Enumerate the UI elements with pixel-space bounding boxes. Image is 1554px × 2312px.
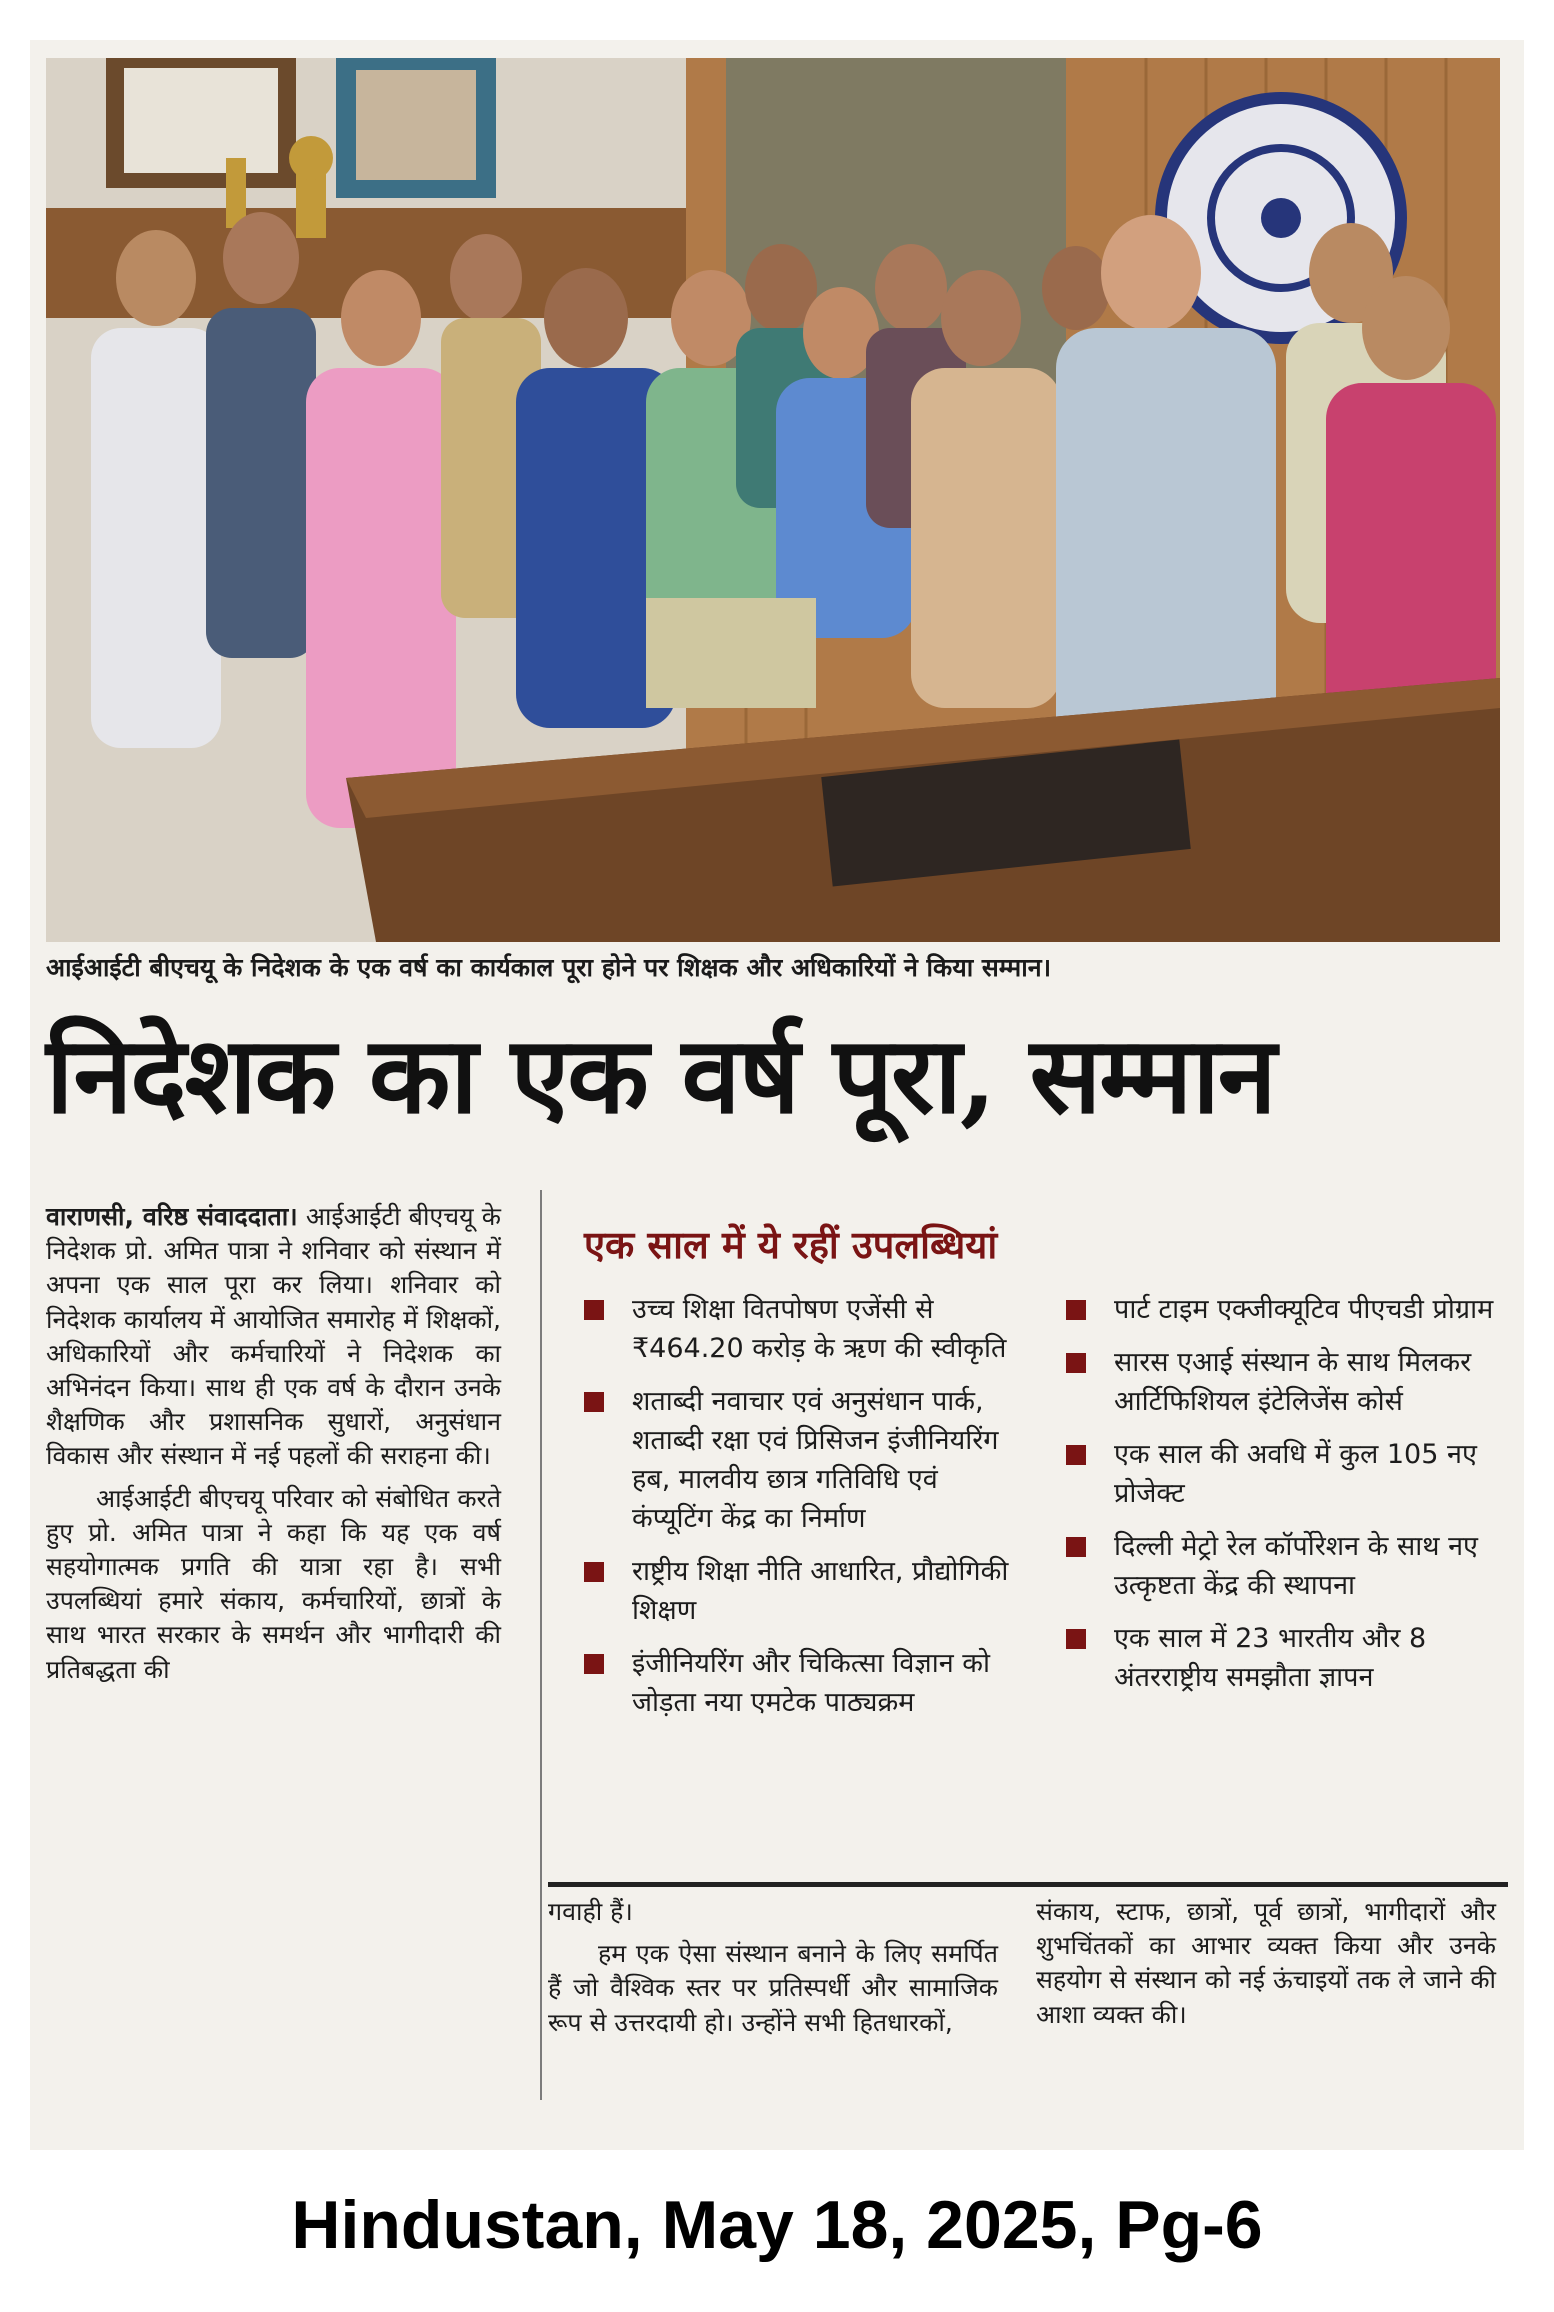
article-paragraph: संकाय, स्टाफ, छात्रों, पूर्व छात्रों, भागीदारों और शुभचिंतकों का आभार व्यक्त किया और उनके सहयोग से संस्थान को नई ऊंचाइयों तक ले जाने की आशा व्यक्त की।: [1036, 1897, 1496, 2029]
achievement-item: एक साल की अवधि में कुल 105 नए प्रोजेक्ट: [1060, 1435, 1500, 1513]
achievements-list-left: [578, 1290, 1018, 1736]
article-paragraph: हम एक ऐसा संस्थान बनाने के लिए समर्पित हैं जो वैश्विक स्तर पर प्रतिस्पर्धी और सामाजिक रूप से उत्तरदायी हो। उन्होंने सभी हितधारकों,: [548, 1939, 998, 2037]
achievements-box: [548, 1190, 1505, 1882]
achievement-item: शताब्दी नवाचार एवं अनुसंधान पार्क, शताब्दी रक्षा एवं प्रिसिजन इंजीनियरिंग हब, मालवीय छात्र गतिविधि एवं कंप्यूटिंग केंद्र का निर्माण: [578, 1382, 1018, 1538]
article-left-column: [46, 1200, 501, 1687]
achievement-item: एक साल में 23 भारतीय और 8 अंतरराष्ट्रीय समझौता ज्ञापन: [1060, 1619, 1500, 1697]
square-bullet-icon: [1066, 1629, 1086, 1649]
achievement-item: राष्ट्रीय शिक्षा नीति आधारित, प्रौद्योगिकी शिक्षण: [578, 1552, 1018, 1630]
square-bullet-icon: [584, 1300, 604, 1320]
section-divider: [548, 1882, 1508, 1887]
square-bullet-icon: [1066, 1445, 1086, 1465]
square-bullet-icon: [1066, 1353, 1086, 1373]
source-credit: Hindustan, May 18, 2025, Pg-6: [291, 2187, 1263, 2263]
achievement-item: उच्च शिक्षा वितपोषण एजेंसी से ₹464.20 करोड़ के ऋण की स्वीकृति: [578, 1290, 1018, 1368]
achievement-item: सारस एआई संस्थान के साथ मिलकर आर्टिफिशियल इंटेलिजेंस कोर्स: [1060, 1343, 1500, 1421]
achievement-item: इंजीनियरिंग और चिकित्सा विज्ञान को जोड़ता नया एमटेक पाठ्यक्रम: [578, 1644, 1018, 1722]
square-bullet-icon: [1066, 1537, 1086, 1557]
article-paragraph: आईआईटी बीएचयू परिवार को संबोधित करते हुए प्रो. अमित पात्रा ने कहा कि यह एक वर्ष सहयोगात्मक प्रगति की यात्रा रहा है। सभी उपलब्धियां हमारे संकाय, कर्मचारियों, छात्रों के साथ भारत सरकार के समर्थन और भागीदारी की प्रतिबद्धता की: [46, 1483, 501, 1684]
photo-caption: आईआईटी बीएचयू के निदेशक के एक वर्ष का कार्यकाल पूरा होने पर शिक्षक और अधिकारियों ने किया सम्मान।: [46, 953, 1052, 982]
square-bullet-icon: [1066, 1300, 1086, 1320]
square-bullet-icon: [584, 1392, 604, 1412]
achievement-item: दिल्ली मेट्रो रेल कॉर्पोरेशन के साथ नए उत्कृष्टता केंद्र की स्थापना: [1060, 1527, 1500, 1605]
achievements-title: एक साल में ये रहीं उपलब्धियां: [584, 1222, 998, 1267]
headline: निदेशक का एक वर्ष पूरा, सम्मान: [46, 1012, 1275, 1137]
article-paragraph: [46, 1200, 501, 1474]
column-divider: [540, 1190, 542, 2100]
dateline: वाराणसी, वरिष्ठ संवाददाता।: [46, 1202, 298, 1231]
article-text: आईआईटी बीएचयू के निदेशक प्रो. अमित पात्रा ने शनिवार को संस्थान में अपना एक साल पूरा कर लिया। शनिवार को निदेशक कार्यालय में आयोजित समारोह में शिक्षकों, अधिकारियों और कर्मचारियों ने निदेशक का अभिनंदन किया। साथ ही एक वर्ष के दौरान उनके शैक्षणिक और प्रशासनिक सुधारों, अनुसंधान विकास और संस्थान में नई पहलों की सराहना की।: [46, 1202, 501, 1471]
article-right-column: [1036, 1895, 1496, 2032]
article-paragraph: गवाही हैं।: [548, 1897, 633, 1926]
square-bullet-icon: [584, 1654, 604, 1674]
square-bullet-icon: [584, 1562, 604, 1582]
group-photo-illustration: [46, 58, 1500, 942]
group-photo: [46, 58, 1500, 942]
achievement-item: पार्ट टाइम एक्जीक्यूटिव पीएचडी प्रोग्राम: [1060, 1290, 1500, 1329]
article-middle-column: [548, 1895, 998, 2040]
achievements-list-right: [1060, 1290, 1500, 1711]
